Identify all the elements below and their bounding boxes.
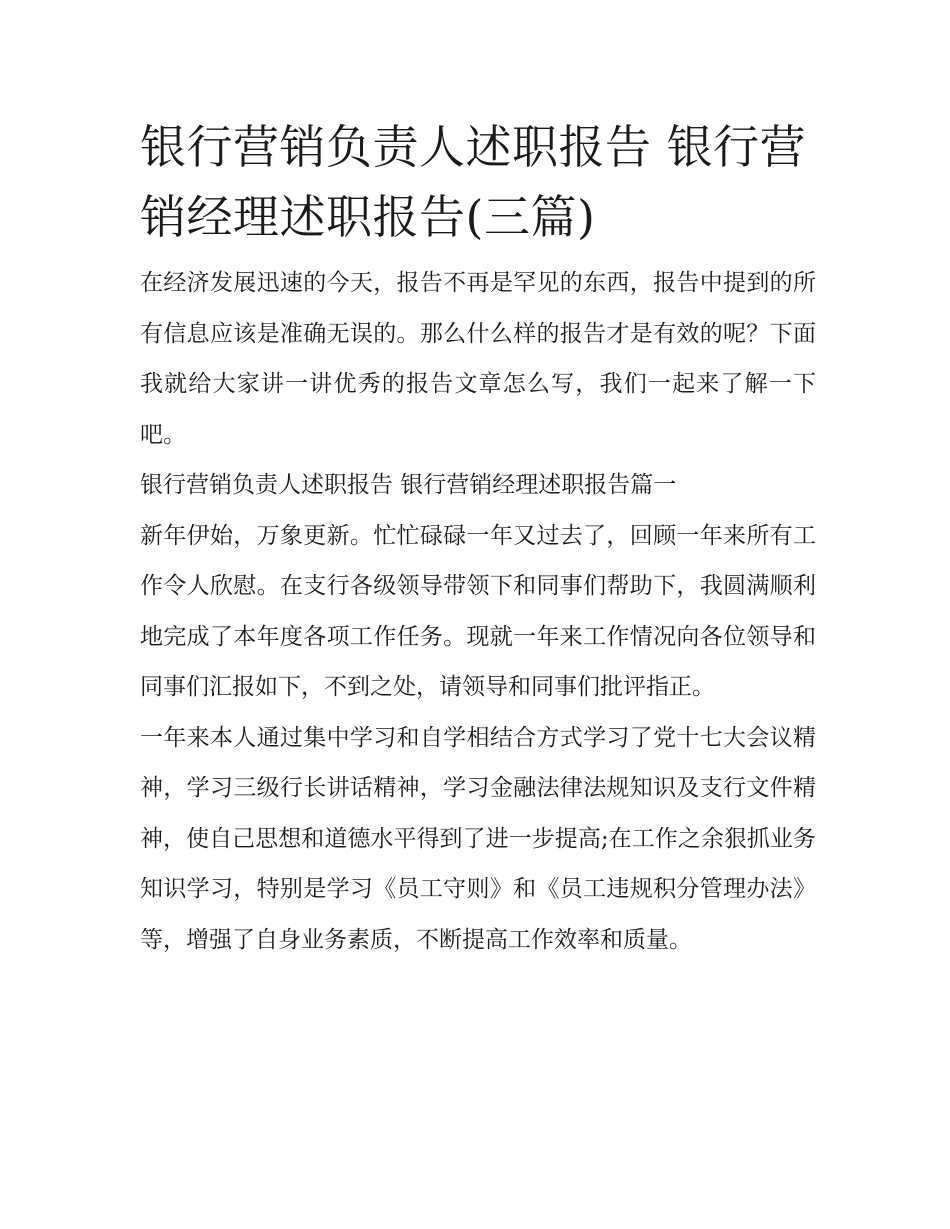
intro-paragraph: 在经济发展迅速的今天，报告不再是罕见的东西，报告中提到的所有信息应该是准确无误的。那么什么样的报告才是有效的呢？下面我就给大家讲一讲优秀的报告文章怎么写，我们一起来了解一下吧。 — [140, 270, 816, 448]
document-body — [140, 112, 816, 965]
body-paragraph: 一年来本人通过集中学习和自学相结合方式学习了党十七大会议精神，学习三级行长讲话精神，学习金融法律法规知识及支行文件精神，使自己思想和道德水平得到了进一步提高;在工作之余狠抓业务知识学习，特别是学习《员工守则》和《员工违规积分管理办法》等，增强了自身业务素质，不断提高工作效率和质量。 — [140, 724, 816, 953]
body-paragraph: 新年伊始，万象更新。忙忙碌碌一年又过去了，回顾一年来所有工作令人欣慰。在支行各级领导带领下和同事们帮助下，我圆满顺利地完成了本年度各项工作任务。现就一年来工作情况向各位领导和同事们汇报如下，不到之处，请领导和同事们批评指正。 — [140, 522, 816, 700]
section-heading: 银行营销负责人述职报告 银行营销经理述职报告篇一 — [140, 472, 677, 498]
document-title: 银行营销负责人述职报告 银行营销经理述职报告(三篇) — [140, 120, 807, 244]
